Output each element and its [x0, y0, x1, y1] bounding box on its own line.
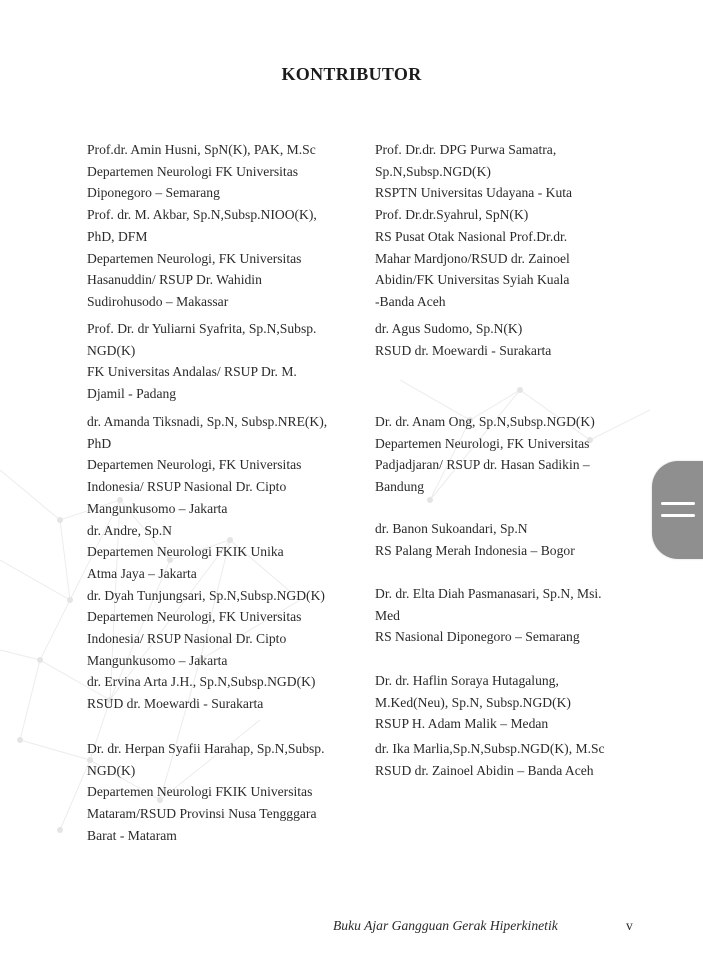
contributor-line: Dr. dr. Anam Ong, Sp.N,Subsp.NGD(K) [375, 414, 595, 429]
contributor-line: RS Nasional Diponegoro – Semarang [375, 629, 580, 645]
hamburger-menu-icon-bar [661, 514, 695, 517]
contributor-line: Mangunkusomo – Jakarta [87, 500, 228, 516]
contributor-line: Departemen Neurologi, FK Universitas [87, 609, 302, 625]
hamburger-menu-icon [661, 502, 695, 505]
contributor-line: Hasanuddin/ RSUP Dr. Wahidin [87, 272, 262, 288]
contributor-line: dr. Banon Sukoandari, Sp.N [375, 521, 528, 536]
contributor-line: Departemen Neurologi, FK Universitas [375, 435, 590, 451]
contributor-line: Diponegoro – Semarang [87, 185, 220, 201]
contributor-line: Indonesia/ RSUP Nasional Dr. Cipto [87, 479, 287, 495]
page-title: KONTRIBUTOR [281, 64, 422, 84]
contributor-line: Prof. Dr. dr Yuliarni Syafrita, Sp.N,Subsp. [87, 321, 317, 336]
contributor-entry [375, 738, 605, 781]
contributor-entry [87, 411, 327, 715]
contributor-line: Abidin/FK Universitas Syiah Kuala [375, 272, 570, 288]
contributor-line: RS Pusat Otak Nasional Prof.Dr.dr. [375, 228, 568, 244]
contributor-line: RSUD dr. Zainoel Abidin – Banda Aceh [375, 762, 594, 778]
contributor-line: Sudirohusodo – Makassar [87, 293, 229, 309]
footer-book-title: Buku Ajar Gangguan Gerak Hiperkinetik [333, 918, 558, 933]
contributor-line: NGD(K) [87, 762, 136, 778]
contributor-line: Dr. dr. Elta Diah Pasmanasari, Sp.N, Msi. [375, 586, 602, 601]
contributor-line: RSUD dr. Moewardi - Surakarta [375, 342, 552, 358]
contributor-line: Mangunkusomo – Jakarta [87, 652, 228, 668]
contributor-line: Departemen Neurologi, FK Universitas [87, 457, 302, 473]
contributor-entry [375, 318, 551, 361]
contributor-line: Dr. dr. Herpan Syafii Harahap, Sp.N,Subsp. [87, 741, 325, 756]
contributor-entry [375, 670, 571, 735]
contributor-line: dr. Andre, Sp.N [87, 522, 172, 538]
contributor-line: Indonesia/ RSUP Nasional Dr. Cipto [87, 631, 287, 647]
contributor-line: Prof. Dr.dr.Syahrul, SpN(K) [375, 207, 529, 223]
contributor-entry [375, 139, 572, 313]
contributor-line: Med [375, 607, 400, 623]
contributor-line: RSUP H. Adam Malik – Medan [375, 716, 549, 732]
contributor-entry [375, 411, 595, 498]
contributor-line: dr. Dyah Tunjungsari, Sp.N,Subsp.NGD(K) [87, 587, 325, 603]
contributor-entry [87, 738, 324, 847]
contributor-line: Prof. Dr.dr. DPG Purwa Samatra, [375, 142, 557, 157]
contributor-line: Departemen Neurologi FK Universitas [87, 163, 299, 179]
contributor-entry [87, 318, 316, 405]
contributor-line: Mahar Mardjono/RSUD dr. Zainoel [375, 250, 570, 266]
contributor-line: Prof.dr. Amin Husni, SpN(K), PAK, M.Sc [87, 142, 316, 157]
contributor-entry [87, 139, 317, 313]
contributor-line: Departemen Neurologi FKIK Universitas [87, 784, 313, 800]
contributor-line: Departemen Neurologi FKIK Unika [87, 544, 284, 560]
contributor-line: NGD(K) [87, 342, 136, 358]
contributor-line: PhD, DFM [87, 228, 148, 244]
contributor-entry [375, 518, 575, 561]
contributor-line: dr. Ika Marlia,Sp.N,Subsp.NGD(K), M.Sc [375, 741, 605, 756]
contributor-line: RSPTN Universitas Udayana - Kuta [375, 185, 573, 201]
contributor-line: Padjadjaran/ RSUP dr. Hasan Sadikin – [375, 457, 590, 473]
contributor-line: Dr. dr. Haflin Soraya Hutagalung, [375, 673, 559, 688]
contributor-line: Djamil - Padang [87, 386, 177, 402]
contributor-line: M.Ked(Neu), Sp.N, Subsp.NGD(K) [375, 694, 571, 710]
contributor-line: Atma Jaya – Jakarta [87, 565, 197, 581]
menu-tab-button[interactable] [652, 461, 703, 559]
contributor-line: Departemen Neurologi, FK Universitas [87, 250, 302, 266]
contributor-line: PhD [87, 435, 112, 451]
page-number: v [626, 918, 633, 933]
contributor-line: Mataram/RSUD Provinsi Nusa Tengggara [87, 806, 317, 822]
contributor-line: dr. Ervina Arta J.H., Sp.N,Subsp.NGD(K) [87, 674, 316, 690]
contributor-line: Prof. dr. M. Akbar, Sp.N,Subsp.NIOO(K), [87, 207, 317, 223]
contributor-line: dr. Agus Sudomo, Sp.N(K) [375, 321, 523, 336]
contributor-line: FK Universitas Andalas/ RSUP Dr. M. [87, 364, 297, 380]
contributor-entry [375, 583, 602, 648]
contributor-line: -Banda Aceh [375, 293, 446, 309]
contributor-line: Sp.N,Subsp.NGD(K) [375, 163, 491, 179]
contributor-line: RS Palang Merah Indonesia – Bogor [375, 542, 575, 558]
contributor-line: Barat - Mataram [87, 827, 177, 843]
contributor-line: RSUD dr. Moewardi - Surakarta [87, 696, 264, 712]
contributor-line: dr. Amanda Tiksnadi, Sp.N, Subsp.NRE(K), [87, 414, 328, 429]
contributor-line: Bandung [375, 479, 425, 495]
